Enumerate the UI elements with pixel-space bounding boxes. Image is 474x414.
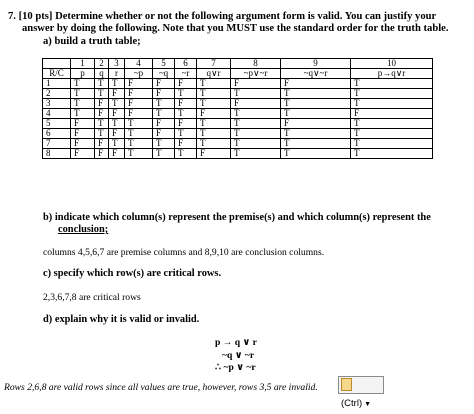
part-b-line-2: conclusion;: [58, 224, 109, 235]
table-row-cell: 5: [43, 119, 71, 129]
table-row-cell: F: [125, 99, 153, 109]
header-row-cell: r: [109, 69, 125, 79]
table-row-cell: T: [175, 129, 197, 139]
table-row-cell: F: [109, 109, 125, 119]
table-row-cell: T: [125, 119, 153, 129]
header-row-cell: ~r: [175, 69, 197, 79]
table-row: [43, 89, 433, 99]
table-row-cell: T: [125, 129, 153, 139]
table-row: [43, 129, 433, 139]
table-row-cell: F: [95, 139, 109, 149]
table-row-cell: T: [281, 109, 351, 119]
column-number-row-cell: 6: [175, 59, 197, 69]
table-row-cell: F: [71, 129, 95, 139]
table-row-cell: 7: [43, 139, 71, 149]
table-row-cell: F: [175, 119, 197, 129]
table-row-cell: F: [95, 149, 109, 159]
column-number-row-cell: 4: [125, 59, 153, 69]
table-row-cell: T: [197, 119, 231, 129]
table-row-cell: F: [95, 99, 109, 109]
table-row-cell: F: [197, 109, 231, 119]
table-row-cell: F: [95, 109, 109, 119]
column-number-row-cell: 3: [109, 59, 125, 69]
table-row-cell: T: [231, 129, 281, 139]
table-row-cell: T: [351, 79, 433, 89]
header-row-cell: R/C: [43, 69, 71, 79]
header-row-cell: q∨r: [197, 69, 231, 79]
header-row-cell: ~p∨~r: [231, 69, 281, 79]
question-line-2: answer by doing the following. Note that you MUST use the standard order for the truth table.: [22, 23, 449, 34]
column-number-row-cell: 8: [231, 59, 281, 69]
table-row-cell: T: [175, 89, 197, 99]
table-row-cell: T: [231, 89, 281, 99]
header-row: [43, 69, 433, 79]
table-row-cell: T: [231, 149, 281, 159]
table-row-cell: T: [71, 79, 95, 89]
table-row-cell: F: [153, 119, 175, 129]
argument-premise-1: p → q ∨ r: [215, 337, 257, 348]
table-row-cell: F: [175, 79, 197, 89]
column-number-row-cell: 9: [281, 59, 351, 69]
table-row: [43, 119, 433, 129]
table-row-cell: T: [153, 149, 175, 159]
table-row-cell: T: [351, 89, 433, 99]
table-row-cell: T: [95, 119, 109, 129]
table-row-cell: 2: [43, 89, 71, 99]
header-row-cell: ~q∨~r: [281, 69, 351, 79]
table-row: [43, 79, 433, 89]
header-row-cell: q: [95, 69, 109, 79]
table-row-cell: T: [281, 99, 351, 109]
table-row-cell: T: [95, 89, 109, 99]
part-a-label: a) build a truth table;: [43, 36, 141, 47]
table-row-cell: T: [109, 139, 125, 149]
table-row-cell: F: [109, 129, 125, 139]
truth-table: [42, 58, 433, 159]
paste-options-label: (Ctrl): [341, 398, 363, 409]
table-row-cell: T: [351, 99, 433, 109]
table-row-cell: F: [281, 79, 351, 89]
table-row-cell: F: [153, 129, 175, 139]
table-row-cell: F: [197, 149, 231, 159]
table-row-cell: T: [175, 149, 197, 159]
table-row-cell: T: [281, 149, 351, 159]
table-row-cell: T: [197, 99, 231, 109]
chevron-down-icon: ▼: [364, 401, 372, 408]
bottom-note: Rows 2,6,8 are valid rows since all values are true, however, rows 3,5 are invalid.: [4, 382, 318, 393]
question-line-1: 7. [10 pts] Determine whether or not the following argument form is valid. You can justify your: [8, 11, 437, 22]
column-number-row-cell: [43, 59, 71, 69]
table-row-cell: F: [175, 139, 197, 149]
column-number-row-cell: 7: [197, 59, 231, 69]
table-row-cell: T: [197, 89, 231, 99]
part-c-label: c) specify which row(s) are critical rows.: [43, 268, 222, 279]
table-row-cell: T: [71, 99, 95, 109]
table-row-cell: F: [351, 109, 433, 119]
argument-conclusion: ∴ ~p ∨ ~r: [215, 362, 256, 373]
table-row-cell: F: [231, 99, 281, 109]
column-number-row-cell: 10: [351, 59, 433, 69]
header-row-cell: p→q∨r: [351, 69, 433, 79]
table-row-cell: F: [125, 89, 153, 99]
table-row-cell: F: [153, 79, 175, 89]
table-row-cell: T: [153, 109, 175, 119]
table-row-cell: F: [71, 139, 95, 149]
column-number-row-cell: 2: [95, 59, 109, 69]
table-row-cell: T: [109, 119, 125, 129]
table-row-cell: T: [351, 149, 433, 159]
table-row-cell: F: [231, 79, 281, 89]
table-row-cell: T: [175, 109, 197, 119]
table-row-cell: F: [125, 79, 153, 89]
argument-premise-2: ~q ∨ ~r: [222, 350, 255, 361]
table-row-cell: T: [95, 129, 109, 139]
part-c-answer: 2,3,6,7,8 are critical rows: [43, 292, 141, 303]
column-number-row-cell: 1: [71, 59, 95, 69]
table-row-cell: T: [281, 129, 351, 139]
table-row-cell: 6: [43, 129, 71, 139]
table-row-cell: F: [109, 149, 125, 159]
part-b-line-1: b) indicate which column(s) represent the premise(s) and which column(s) represent the: [43, 212, 431, 223]
table-row-cell: 8: [43, 149, 71, 159]
table-row-cell: F: [125, 109, 153, 119]
table-row-cell: T: [153, 139, 175, 149]
table-row-cell: T: [197, 79, 231, 89]
table-row-cell: 1: [43, 79, 71, 89]
clipboard-icon: [341, 378, 352, 391]
table-row-cell: T: [71, 89, 95, 99]
table-row-cell: F: [71, 149, 95, 159]
table-row-cell: F: [281, 119, 351, 129]
table-row-cell: T: [125, 149, 153, 159]
header-row-cell: ~p: [125, 69, 153, 79]
table-row-cell: T: [197, 129, 231, 139]
table-row-cell: T: [231, 139, 281, 149]
table-row: [43, 149, 433, 159]
table-row-cell: F: [71, 119, 95, 129]
header-row-cell: p: [71, 69, 95, 79]
table-row-cell: F: [109, 89, 125, 99]
part-d-label: d) explain why it is valid or invalid.: [43, 314, 200, 325]
table-row-cell: T: [197, 139, 231, 149]
part-b-answer: columns 4,5,6,7 are premise columns and 8,9,10 are conclusion columns.: [43, 247, 325, 258]
table-row-cell: T: [153, 99, 175, 109]
table-row-cell: F: [153, 89, 175, 99]
table-row-cell: T: [281, 139, 351, 149]
table-row-cell: T: [281, 89, 351, 99]
table-row-cell: T: [71, 109, 95, 119]
table-row-cell: F: [175, 99, 197, 109]
header-row-cell: ~q: [153, 69, 175, 79]
table-row-cell: 3: [43, 99, 71, 109]
table-row-cell: T: [109, 99, 125, 109]
table-row-cell: T: [109, 79, 125, 89]
table-row-cell: T: [231, 109, 281, 119]
table-row: [43, 99, 433, 109]
table-row-cell: T: [351, 129, 433, 139]
table-row-cell: T: [125, 139, 153, 149]
table-row-cell: T: [351, 139, 433, 149]
table-row-cell: 4: [43, 109, 71, 119]
paste-options-button[interactable]: [338, 376, 384, 409]
table-row: [43, 109, 433, 119]
table-row-cell: T: [95, 79, 109, 89]
column-number-row-cell: 5: [153, 59, 175, 69]
table-row-cell: T: [351, 119, 433, 129]
table-row: [43, 139, 433, 149]
column-number-row: [43, 59, 433, 69]
table-row-cell: T: [231, 119, 281, 129]
